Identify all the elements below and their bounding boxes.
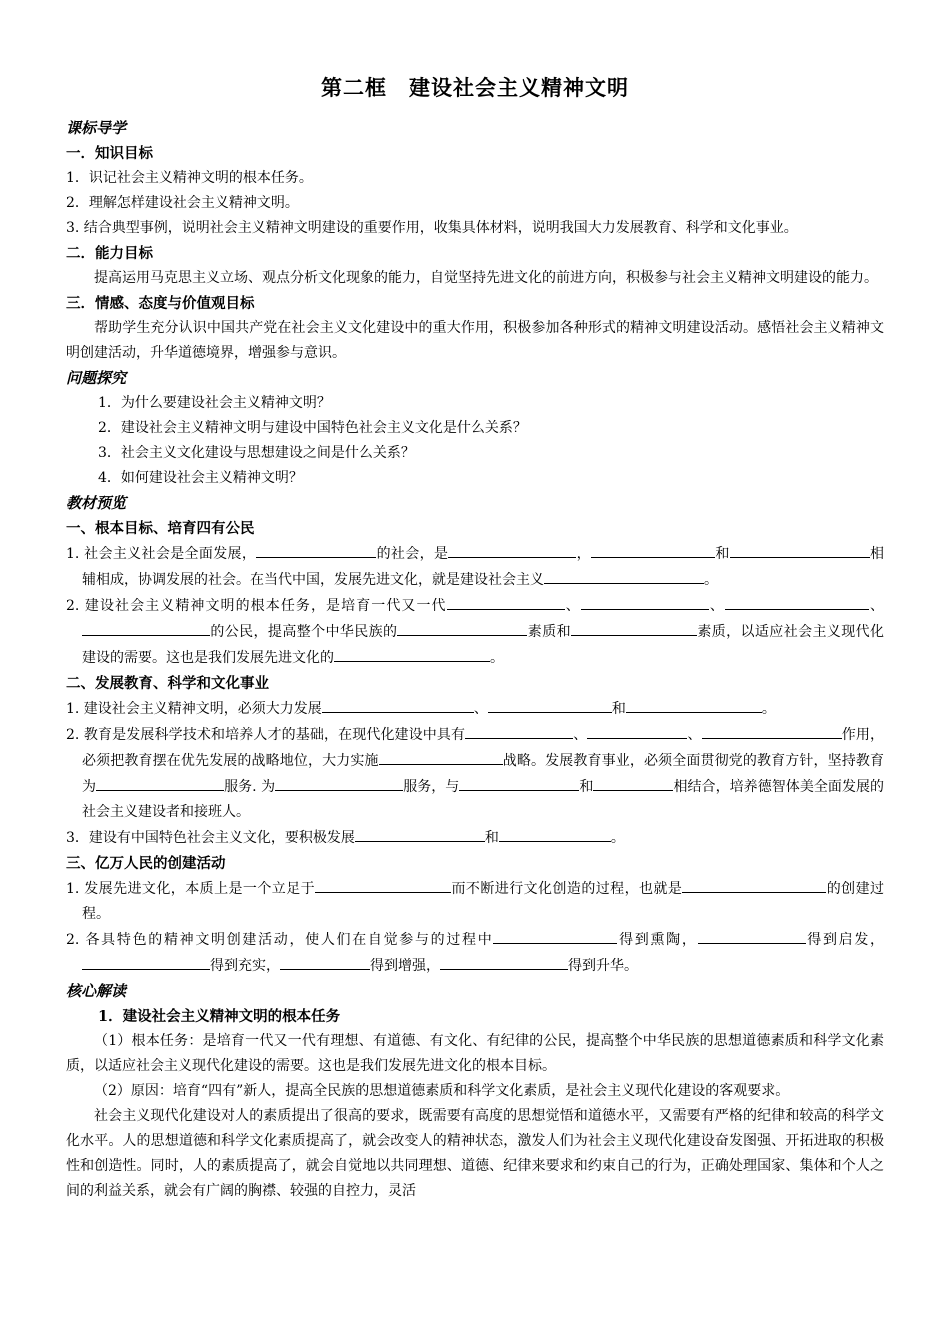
- fill-in-paragraph-2: 2. 建设社会主义精神文明的根本任务，是培育一代又一代 、 、 、的公民，提高整个中华民族的 素质和 素质，以适应社会主义现代化建设的需要。这也是我们发展先进文化的 。: [66, 593, 884, 671]
- preview-heading-1: 一、根本目标、培育四有公民: [66, 520, 255, 537]
- core-heading-1: 1．建设社会主义精神文明的根本任务: [98, 1008, 341, 1025]
- answer-blank[interactable]: [448, 541, 576, 558]
- answer-blank[interactable]: [96, 774, 224, 791]
- fill-in-paragraph-1: 1. 社会主义社会是全面发展， 的社会，是 ， 和 相辅相成，协调发展的社会。在当代中国，发展先进文化，就是建设社会主义 。: [66, 541, 884, 593]
- question-2: 2．建设社会主义精神文明与建设中国特色社会主义文化是什么关系？: [98, 420, 527, 436]
- question-4: 4．如何建设社会主义精神文明？: [98, 470, 303, 486]
- answer-blank[interactable]: [82, 953, 210, 970]
- core-paragraph-2: （2）原因：培育“四有”新人，提高全民族的思想道德素质和科学文化素质，是社会主义现代化建设的客观要求。: [94, 1083, 790, 1099]
- answer-blank[interactable]: [626, 696, 762, 713]
- answer-blank[interactable]: [355, 825, 485, 842]
- attitude-goal-heading: 三．情感、态度与价值观目标: [66, 295, 255, 312]
- answer-blank[interactable]: [825, 593, 869, 610]
- answer-blank[interactable]: [493, 927, 617, 944]
- answer-blank[interactable]: [315, 876, 451, 893]
- answer-blank[interactable]: [730, 541, 842, 558]
- answer-blank[interactable]: [698, 927, 806, 944]
- core-paragraph-3: 社会主义现代化建设对人的素质提出了很高的要求，既需要有高度的思想觉悟和道德水平，又需要有严格的纪律和较高的科学文化水平。人的思想道德和科学文化素质提高了，就会改变人的精神状态，激发人们为社会主义现代化建设奋发图强、开拓进取的积极性和创造性。同时，人的素质提高了，就会自觉地以共同理想、道德、纪律来要求和约束自己的行为，正确处理国家、集体和个人之间的利益关系，就会有广阔的胸襟、较强的自控力，灵活: [66, 1108, 884, 1199]
- answer-blank[interactable]: [802, 876, 826, 893]
- answer-blank[interactable]: [459, 774, 579, 791]
- answer-blank[interactable]: [256, 541, 376, 558]
- attitude-goal-text: 帮助学生充分认识中国共产党在社会主义文化建设中的重大作用，积极参加各种形式的精神文明建设活动。感悟社会主义精神文明创建活动，升华道德境界，增强参与意识。: [66, 320, 884, 361]
- answer-blank[interactable]: [397, 619, 527, 636]
- fill-in-paragraph-3: 1. 建设社会主义精神文明，必须大力发展 、 和 。: [66, 696, 884, 722]
- preview-heading-2: 二、发展教育、科学和文化事业: [66, 675, 269, 692]
- answer-blank[interactable]: [499, 825, 611, 842]
- answer-blank[interactable]: [617, 774, 673, 791]
- section-heading-preview: 教材预览: [66, 494, 127, 512]
- document-page: [66, 72, 884, 1204]
- answer-blank[interactable]: [280, 953, 370, 970]
- knowledge-goal-3: 3. 结合典型事例，说明社会主义精神文明建设的重要作用，收集具体材料，说明我国大力发展教育、科学和文化事业。: [66, 220, 798, 236]
- answer-blank[interactable]: [488, 696, 612, 713]
- fill-in-paragraph-5: 3．建设有中国特色社会主义文化，要积极发展 和 。: [66, 825, 884, 851]
- preview-heading-3: 三、亿万人民的创建活动: [66, 855, 226, 872]
- knowledge-goal-1: 1．识记社会主义精神文明的根本任务。: [66, 170, 313, 186]
- fill-in-paragraph-6: 1. 发展先进文化，本质上是一个立足于 而不断进行文化创造的过程，也就是 的创建过程。: [66, 876, 884, 927]
- answer-blank[interactable]: [334, 645, 490, 662]
- answer-blank[interactable]: [322, 696, 474, 713]
- answer-blank[interactable]: [447, 593, 565, 610]
- answer-blank[interactable]: [379, 748, 503, 765]
- answer-blank[interactable]: [440, 953, 568, 970]
- answer-blank[interactable]: [581, 593, 709, 610]
- answer-blank[interactable]: [725, 593, 825, 610]
- section-heading-core: 核心解读: [66, 982, 127, 1000]
- knowledge-goal-2: 2．理解怎样建设社会主义精神文明。: [66, 195, 299, 211]
- knowledge-goal-heading: 一．知识目标: [66, 145, 153, 162]
- answer-blank[interactable]: [682, 876, 802, 893]
- answer-blank[interactable]: [465, 722, 573, 739]
- ability-goal-heading: 二．能力目标: [66, 245, 153, 262]
- fill-in-paragraph-4: 2. 教育是发展科学技术和培养人才的基础，在现代化建设中具有 、 、 作用，必须把教育摆在优先发展的战略地位，大力实施 战略。发展教育事业，必须全面贯彻党的教育方针，坚持教育为 服务. 为 服务，与 和 相结合，培养德智体美全面发展的社会主义建设者和接班人。: [66, 722, 884, 825]
- answer-blank[interactable]: [544, 567, 704, 584]
- answer-blank[interactable]: [593, 774, 617, 791]
- core-paragraph-1: （1）根本任务：是培育一代又一代有理想、有道德、有文化、有纪律的公民，提高整个中华民族的思想道德素质和科学文化素质，以适应社会主义现代化建设的需要。这也是我们发展先进文化的根本目标。: [66, 1033, 884, 1074]
- answer-blank[interactable]: [571, 619, 697, 636]
- answer-blank[interactable]: [275, 774, 403, 791]
- answer-blank[interactable]: [591, 541, 715, 558]
- fill-in-paragraph-7: 2. 各具特色的精神文明创建活动，使人们在自觉参与的过程中 得到熏陶， 得到启发，得到充实， 得到增强， 得到升华。: [66, 927, 884, 979]
- section-heading-course-guide: 课标导学: [66, 119, 127, 137]
- answer-blank[interactable]: [842, 541, 870, 558]
- answer-blank[interactable]: [802, 722, 842, 739]
- page-title: 第二框 建设社会主义精神文明: [321, 75, 629, 100]
- answer-blank[interactable]: [82, 619, 210, 636]
- ability-goal-text: 提高运用马克思主义立场、观点分析文化现象的能力，自觉坚持先进文化的前进方向，积极参与社会主义精神文明建设的能力。: [94, 270, 878, 286]
- answer-blank[interactable]: [702, 722, 802, 739]
- section-heading-questions: 问题探究: [66, 369, 127, 387]
- question-3: 3．社会主义文化建设与思想建设之间是什么关系？: [98, 445, 415, 461]
- answer-blank[interactable]: [587, 722, 687, 739]
- question-1: 1．为什么要建设社会主义精神文明？: [98, 395, 331, 411]
